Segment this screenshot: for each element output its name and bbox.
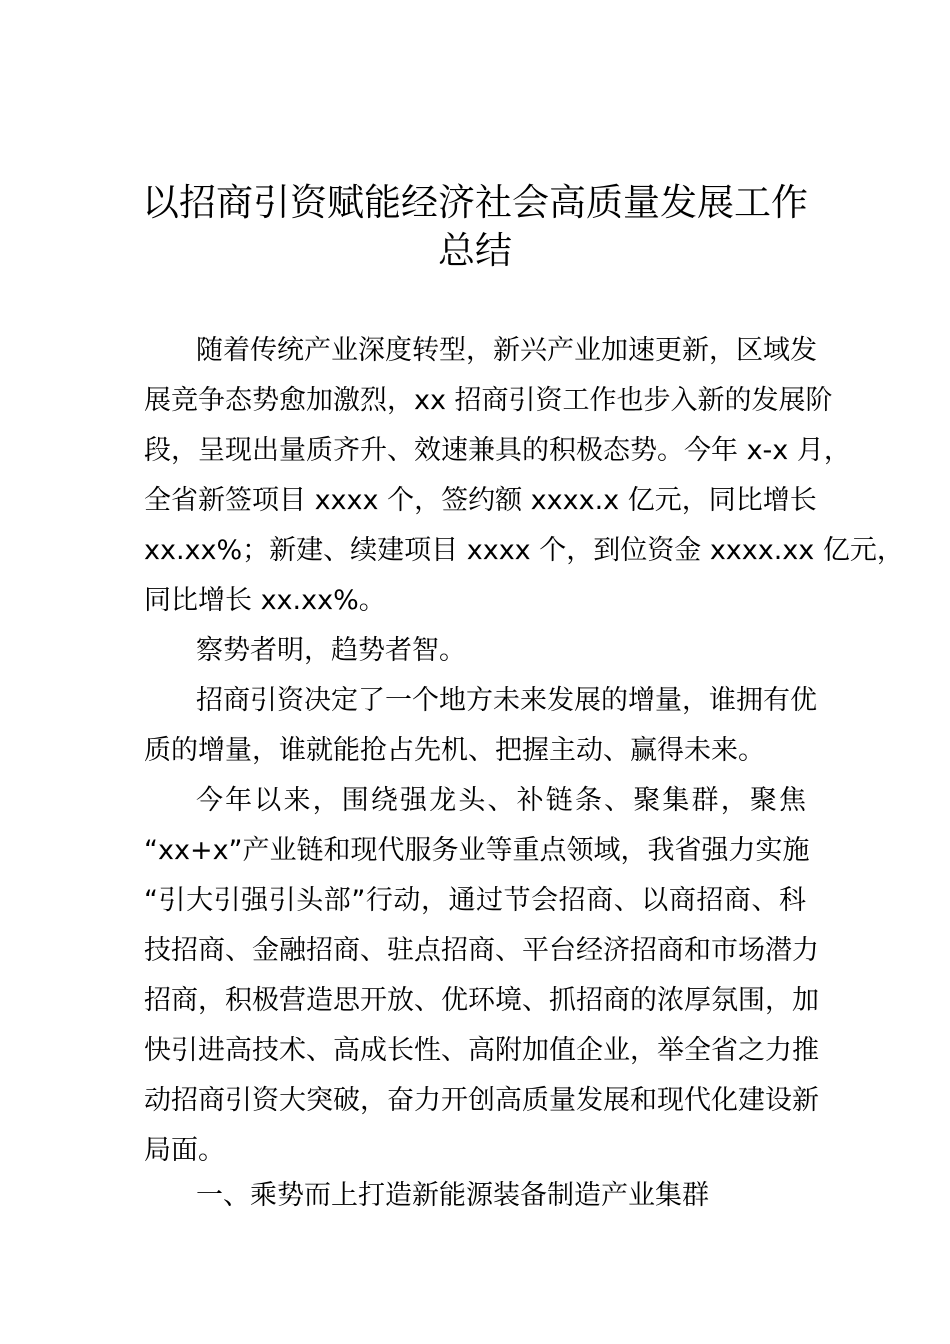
paragraph-3-line-2: 质的增量，谁就能抢占先机、把握主动、赢得未来。 xyxy=(144,735,765,766)
paragraph-1-line-4: 全省新签项目 xxxx 个，签约额 xxxx.x 亿元，同比增长 xyxy=(144,485,817,516)
paragraph-4-line-6: 快引进高技术、高成长性、高附加值企业，举全省之力推 xyxy=(144,1035,819,1066)
paragraph-4-line-4: 技招商、金融招商、驻点招商、平台经济招商和市场潜力 xyxy=(144,935,819,966)
paragraph-4-line-7: 动招商引资大突破，奋力开创高质量发展和现代化建设新 xyxy=(144,1085,819,1116)
paragraph-3-line-1: 招商引资决定了一个地方未来发展的增量，谁拥有优 xyxy=(196,685,817,716)
paragraph-4-line-5: 招商，积极营造思开放、优环境、抓招商的浓厚氛围，加 xyxy=(144,985,819,1016)
paragraph-1-line-2: 展竞争态势愈加激烈，xx 招商引资工作也步入新的发展阶 xyxy=(144,385,833,416)
paragraph-2-line-1: 察势者明，趋势者智。 xyxy=(196,635,466,666)
paragraph-1-line-1: 随着传统产业深度转型，新兴产业加速更新，区域发 xyxy=(196,335,817,366)
document-title-line-2: 总结 xyxy=(438,229,512,272)
paragraph-4-line-2: “xx+x”产业链和现代服务业等重点领域，我省强力实施 xyxy=(144,835,810,866)
section-heading-1: 一、乘势而上打造新能源装备制造产业集群 xyxy=(196,1180,709,1211)
paragraph-4-line-3: “引大引强引头部”行动，通过节会招商、以商招商、科 xyxy=(144,885,806,916)
paragraph-1-line-6: 同比增长 xx.xx%。 xyxy=(144,585,386,616)
paragraph-4-line-1: 今年以来，围绕强龙头、补链条、聚集群，聚焦 xyxy=(196,785,806,816)
paragraph-4-line-8: 局面。 xyxy=(144,1135,225,1166)
paragraph-1-line-3: 段，呈现出量质齐升、效速兼具的积极态势。今年 x-x 月， xyxy=(144,435,851,466)
document-title-line-1: 以招商引资赋能经济社会高质量发展工作 xyxy=(142,181,808,224)
paragraph-1-line-5: xx.xx%；新建、续建项目 xxxx 个，到位资金 xxxx.xx 亿元， xyxy=(144,535,904,566)
